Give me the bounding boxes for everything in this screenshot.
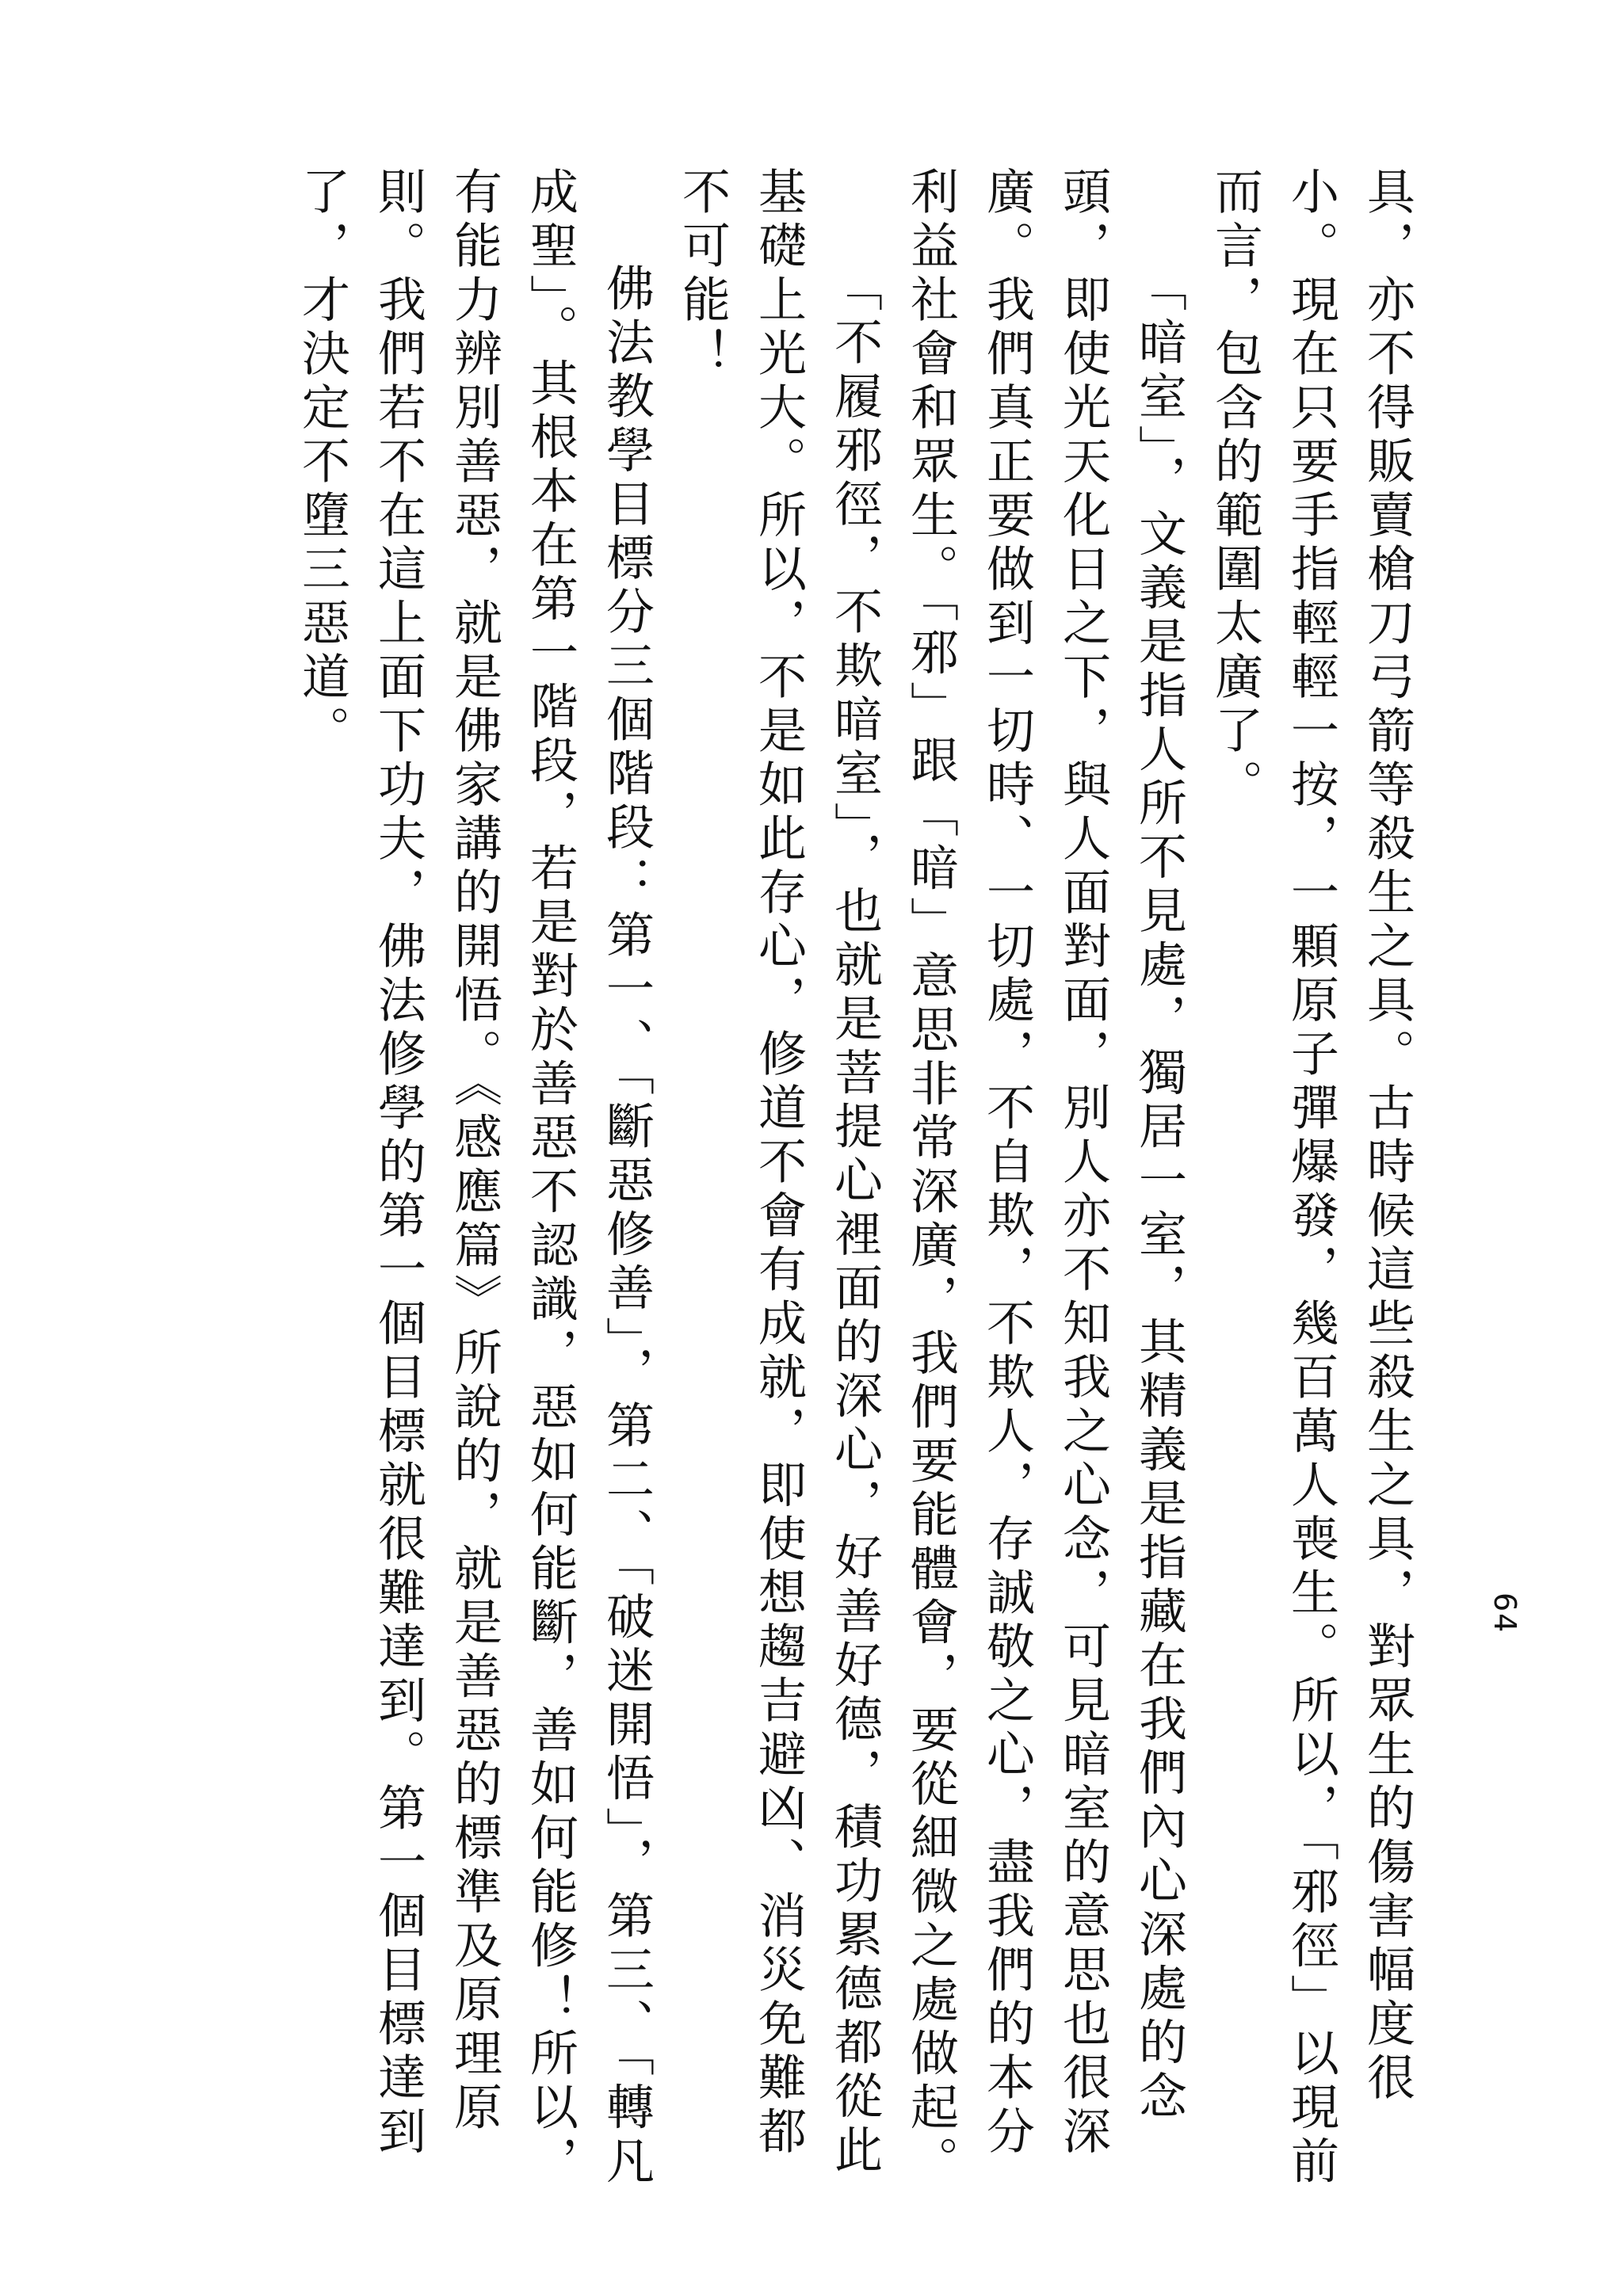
page-number: 64: [1487, 1592, 1522, 1634]
paragraph-continuation: 具，亦不得販賣槍刀弓箭等殺生之具。古時候這些殺生之具，對眾生的傷害幅度很小。現在只要手指輕輕一按，一顆原子彈爆發，幾百萬人喪生。所以，「邪徑」以現前而言，包含的範圍太廣了。: [1207, 166, 1415, 2190]
paragraph-three-stages: 佛法教學目標分三個階段：第一、「斷惡修善」，第二、「破迷開悟」，第三、「轉凡成聖」。其根本在第一階段，若是對於善惡不認識，惡如何能斷，善如何能修！所以，有能力辨別善惡，就是佛家講的開悟。《感應篇》所說的，就是善惡的標準及原理原則。我們若不在這上面下功夫，佛法修學的第一個目標就很難達到。第一個目標達到了，才決定不墮三惡道。: [294, 166, 655, 2190]
paragraph-bodhi-mind: 「不履邪徑，不欺暗室」，也就是菩提心裡面的深心，好善好德，積功累德都從此基礎上光大。所以，不是如此存心，修道不會有成就，即使想趨吉避凶、消災免難都不可能！: [674, 166, 883, 2179]
paragraph-dark-room: 「暗室」，文義是指人所不見處，獨居一室，其精義是指藏在我們內心深處的念頭，即使光天化日之下，與人面對面，別人亦不知我之心念，可見暗室的意思也很深廣。我們真正要做到一切時、一切處，不自欺，不欺人，存誠敬之心，盡我們的本分利益社會和眾生。「邪」跟「暗」意思非常深廣，我們要能體會，要從細微之處做起。: [903, 166, 1187, 2190]
body-text: [284, 166, 1425, 2195]
